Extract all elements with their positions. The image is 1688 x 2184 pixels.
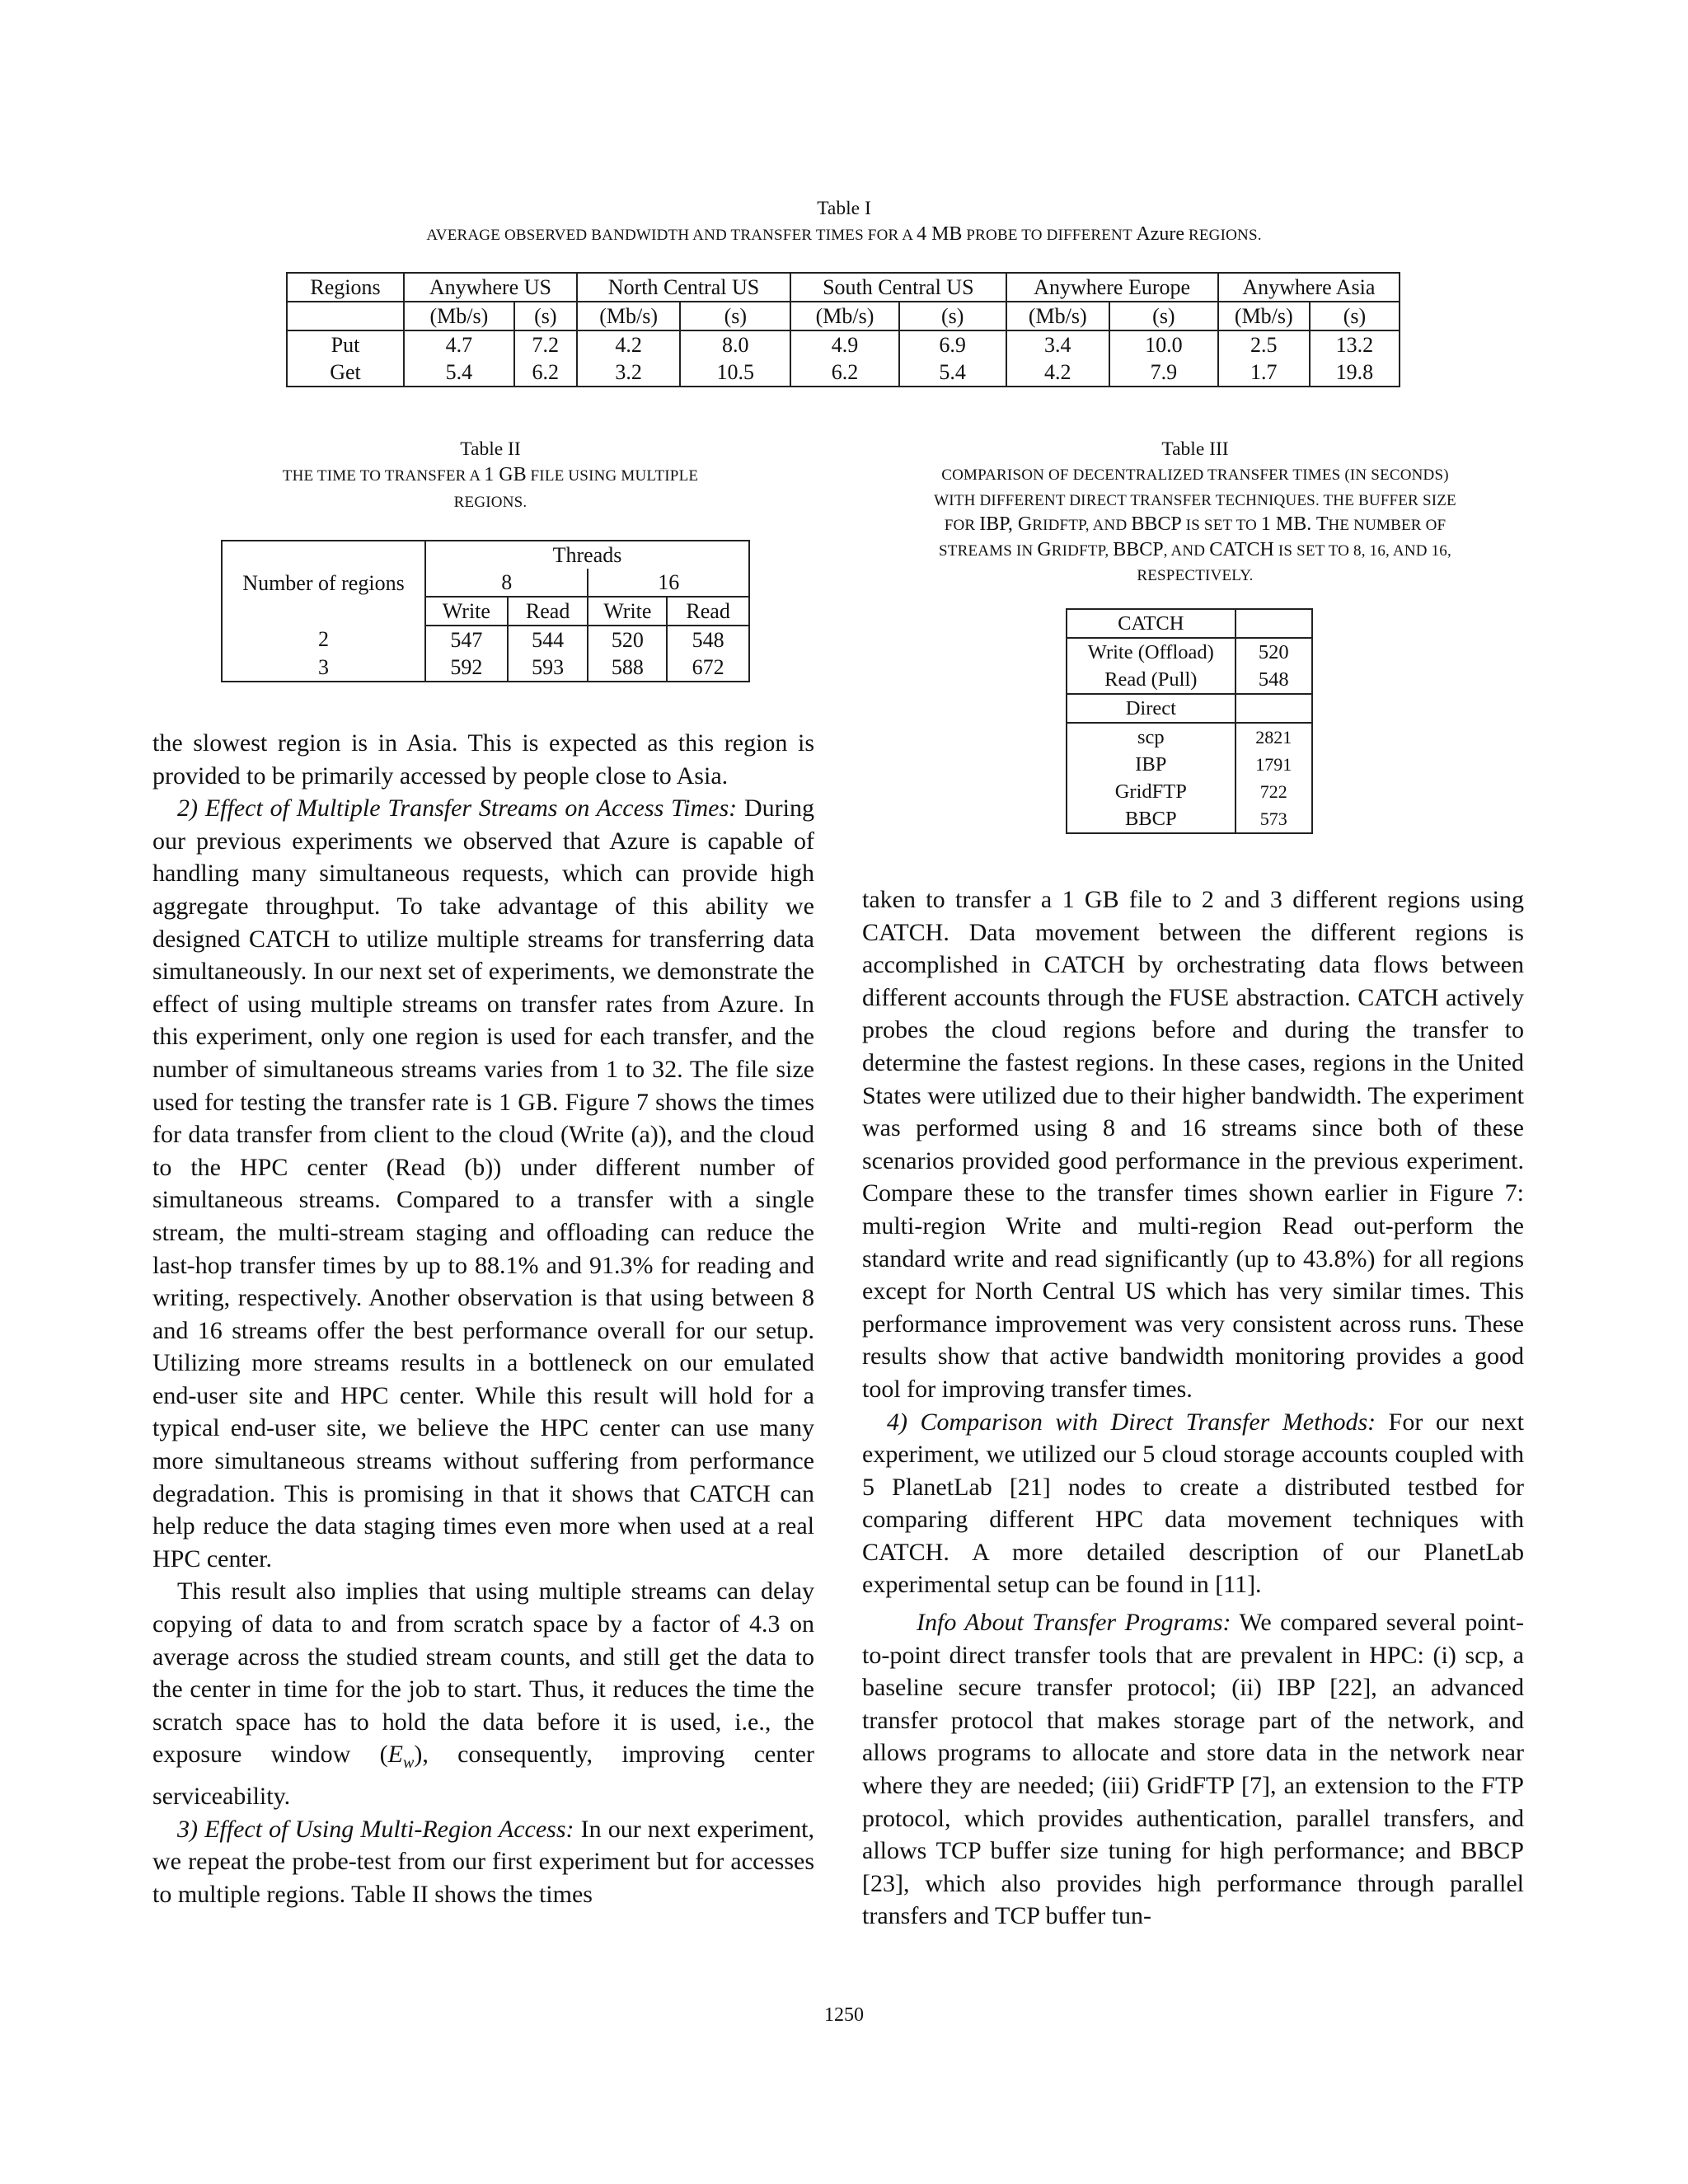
table2-op: Read (667, 597, 749, 626)
table1-cell: 7.2 (514, 330, 577, 359)
table2-cell: 548 (667, 626, 749, 654)
table1-label: Table I (817, 198, 871, 219)
table3-row-value: 722 (1236, 778, 1312, 805)
table3 (1066, 608, 1313, 834)
table1 (286, 272, 1400, 387)
table2-title-line1: THE TIME TO TRANSFER A 1 GB FILE USING MULTIPLE (282, 464, 699, 485)
table1-row-get (287, 359, 1400, 387)
table2-cell: 672 (667, 654, 749, 682)
table3-title-line2: WITH DIFFERENT DIRECT TRANSFER TECHNIQUES. THE BUFFER SIZE (934, 491, 1456, 509)
table1-row-label: Put (287, 330, 404, 359)
table1-unit: (Mb/s) (1006, 302, 1110, 330)
table1-region-header: Anywhere Europe (1006, 273, 1218, 302)
table1-cell: 4.9 (790, 330, 899, 359)
table1-unit: (Mb/s) (790, 302, 899, 330)
paragraph: This result also implies that using multiple streams can delay copying of data to and from scratch space by a factor of 4.3 on average across the studied stream counts, and still get the data to the center in time for the job to start. Thus, it reduces the time the scratch space has to hold the data before it is used, i.e., the exposure window $(E_w)$, consequently, improving center serviceability. (152, 1577, 815, 1810)
table3-title-line1: COMPARISON OF DECENTRALIZED TRANSFER TIMES (IN SECONDS) (941, 466, 1449, 484)
table2-title-line2: REGIONS. (453, 494, 528, 511)
table3-row-label: Read (Pull) (1067, 666, 1236, 694)
table3-row-value: 1791 (1236, 751, 1312, 778)
table1-cell: 3.4 (1006, 330, 1110, 359)
paragraph: 2) Effect of Multiple Transfer Streams on Access Times: During our previous experiments we observed that Azure is capable of handling many simultaneous requests, which can provide high aggregate throughput. To take advantage of this ability we designed CATCH to utilize multiple streams for transferring data simultaneously. In our next set of experiments, we demonstrate the effect of using multiple streams on transfer rates from Azure. In this experiment, only one region is used for each transfer, and the number of simultaneous streams varies from 1 to 32. The file size used for testing the transfer rate is 1 GB. Figure 7 shows the times for data transfer from client to the cloud (Write (a)), and the cloud to the HPC center (Read (b)) under different number of simultaneous streams. Compared to a transfer with a single stream, the multi-stream staging and offloading can reduce the last-hop transfer times by up to 88.1% and 91.3% for reading and writing, respectively. Another observation is that using between 8 and 16 streams offer the best performance overall for our setup. Utilizing more streams results in a bottleneck on our emulated end-user site and HPC center. While this result will hold for a typical end-user site, we believe the HPC center can use many more simultaneous streams without suffering from performance degradation. This is promising in that it shows that CATCH can help reduce the data staging times even more when used at a real HPC center. (152, 794, 814, 1572)
table3-row-label: Write (Offload) (1067, 638, 1236, 666)
table2-row-label: 3 (222, 654, 425, 682)
table1-cell: 10.0 (1109, 330, 1218, 359)
table2-op: Read (508, 597, 588, 626)
page-number: 1250 (824, 2004, 864, 2026)
table3-row-label: BBCP (1067, 805, 1236, 833)
table1-cell: 19.8 (1310, 359, 1400, 387)
table1-cell: 4.2 (1006, 359, 1110, 387)
table1-cell: 7.9 (1109, 359, 1218, 387)
table2-row (222, 626, 749, 654)
table3-row (1067, 751, 1312, 778)
table1-caption (0, 196, 1688, 248)
table2-thread-count: 8 (425, 569, 588, 597)
table3-row (1067, 666, 1312, 694)
table1-cell: 1.7 (1218, 359, 1310, 387)
table3-label: Table III (1161, 438, 1229, 460)
table2-thread-count: 16 (588, 569, 749, 597)
table3-row-value: 573 (1236, 805, 1312, 833)
table1-cell: 10.5 (680, 359, 790, 387)
table3-title-line5: RESPECTIVELY. (1137, 567, 1254, 584)
table3-caption (849, 437, 1541, 588)
table2-cell: 520 (588, 626, 667, 654)
table1-region-header: Anywhere US (404, 273, 577, 302)
table2-cell: 592 (425, 654, 508, 682)
table3-row-value: 520 (1236, 638, 1312, 666)
table3-row-label: IBP (1067, 751, 1236, 778)
table3-row (1067, 805, 1312, 833)
table1-unit: (Mb/s) (577, 302, 681, 330)
table3-title-line3: FOR IBP, GRIDFTP, AND BBCP IS SET TO 1 MB. THE NUMBER OF (944, 513, 1447, 535)
table3-catch-header: CATCH (1067, 609, 1312, 638)
table3-row-label: scp (1067, 723, 1236, 751)
section-heading: 3) Effect of Using Multi-Region Access: (177, 1815, 574, 1843)
table2-row-label: 2 (222, 626, 425, 654)
table3-row (1067, 723, 1312, 751)
table3-row-value: 2821 (1236, 723, 1312, 751)
left-column (152, 727, 814, 1910)
table2-label: Table II (460, 438, 521, 460)
table3-row-label: GridFTP (1067, 778, 1236, 805)
table1-header-row (287, 273, 1400, 302)
table1-cell: 6.9 (899, 330, 1006, 359)
table1-cell: 8.0 (680, 330, 790, 359)
table2-cell: 547 (425, 626, 508, 654)
table2-num-regions-header: Number of regions (222, 541, 425, 626)
table3-row (1067, 778, 1312, 805)
paragraph: the slowest region is in Asia. This is expected as this region is provided to be primarily accessed by people close to Asia. (152, 729, 814, 790)
section-heading: 4) Comparison with Direct Transfer Methods: (887, 1408, 1376, 1436)
paragraph: taken to transfer a 1 GB file to 2 and 3 different regions using CATCH. Data movement between the different regions is accomplished in CATCH by orchestrating data flows between different accounts through the FUSE abstraction. CATCH actively probes the cloud regions before and during the transfer to determine the fastest regions. In these cases, regions in the United States were utilized due to their higher bandwidth. The experiment was performed using 8 and 16 streams since both of these scenarios provided good performance in the previous experiment. Compare these to the transfer times shown earlier in Figure 7: multi-region Write and multi-region Read out-perform the standard write and read significantly (up to 43.8%) for all regions except for North Central US which has very similar times. This performance improvement was very consistent across runs. These results show that active bandwidth monitoring provides a good tool for improving transfer times. (862, 886, 1524, 1403)
table2 (221, 540, 750, 682)
paragraph: 3) Effect of Using Multi-Region Access: In our next experiment, we repeat the probe-test from our first experiment but for accesses to multiple regions. Table II shows the times (152, 1815, 815, 1908)
table1-cell: 4.7 (404, 330, 514, 359)
table2-threads-header: Threads (425, 541, 749, 569)
table1-cell: 2.5 (1218, 330, 1310, 359)
table1-cell: 6.2 (514, 359, 577, 387)
table1-cell: 5.4 (404, 359, 514, 387)
table1-cell: 13.2 (1310, 330, 1400, 359)
table1-unit: (s) (514, 302, 577, 330)
paragraph: Info About Transfer Programs: We compared several point-to-point direct transfer tools that are prevalent in HPC: (i) scp, a baseline secure transfer protocol; (ii) IBP [22], an advanced transfer protocol that makes storage part of the network, and allows programs to allocate and store data in the network near where they are needed; (iii) GridFTP [7], an extension to the FTP protocol, which provides authentication, parallel transfers, and allows TCP buffer size tuning for high performance; and BBCP [23], which also provides high performance through parallel transfers and TCP buffer tun- (862, 1609, 1525, 1930)
table1-cell: 3.2 (577, 359, 681, 387)
table3-row (1067, 638, 1312, 666)
table1-unit: (s) (899, 302, 1006, 330)
table3-title-line4: STREAMS IN GRIDFTP, BBCP, AND CATCH IS SET TO 8, 16, AND 16, (939, 538, 1451, 560)
math-symbol: E (387, 1741, 403, 1769)
table2-cell: 588 (588, 654, 667, 682)
table1-cell: 6.2 (790, 359, 899, 387)
table2-header-row (222, 541, 749, 569)
table2-cell: 593 (508, 654, 588, 682)
section-heading: Info About Transfer Programs: (917, 1609, 1231, 1637)
table1-unit: (s) (1310, 302, 1400, 330)
table2-op: Write (588, 597, 667, 626)
table1-region-header: North Central US (577, 273, 790, 302)
table1-row-put (287, 330, 1400, 359)
right-column (862, 883, 1524, 1933)
table1-cell: 4.2 (577, 330, 681, 359)
table2-op: Write (425, 597, 508, 626)
table3-row-value: 548 (1236, 666, 1312, 694)
table1-region-header: South Central US (790, 273, 1006, 302)
table1-unit: (s) (1109, 302, 1218, 330)
table1-units-row (287, 302, 1400, 330)
table2-row (222, 654, 749, 682)
table2-cell: 544 (508, 626, 588, 654)
table1-row-label: Get (287, 359, 404, 387)
table1-unit: (s) (680, 302, 790, 330)
section-heading: 2) Effect of Multiple Transfer Streams on Access Times: (177, 794, 738, 823)
table1-unit: (Mb/s) (1218, 302, 1310, 330)
table2-caption (157, 437, 824, 515)
table1-regions-header: Regions (287, 273, 404, 302)
table1-cell: 5.4 (899, 359, 1006, 387)
table1-region-header: Anywhere Asia (1218, 273, 1400, 302)
table1-unit: (Mb/s) (404, 302, 514, 330)
paragraph: 4) Comparison with Direct Transfer Methods: For our next experiment, we utilized our 5 cloud storage accounts coupled with 5 PlanetLab [21] nodes to create a distributed testbed for comparing different HPC data movement techniques with CATCH. A more detailed description of our PlanetLab experimental setup can be found in [11]. (862, 1408, 1524, 1599)
table3-direct-header: Direct (1067, 694, 1312, 723)
table1-title: AVERAGE OBSERVED BANDWIDTH AND TRANSFER TIMES FOR A 4 MB PROBE TO DIFFERENT Azure REGIONS. (426, 223, 1262, 245)
